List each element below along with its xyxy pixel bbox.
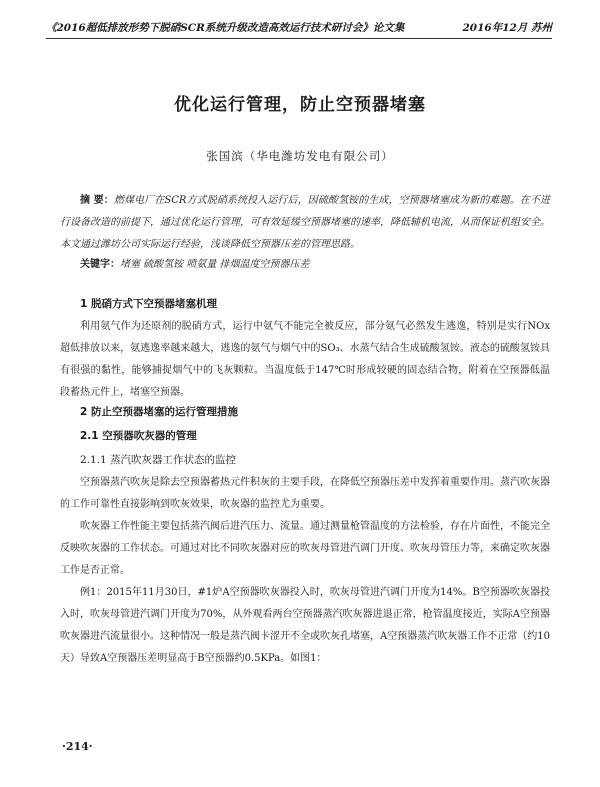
header-date-place: 2016年12月 苏州 bbox=[462, 22, 552, 34]
keywords-text: 堵塞 硫酸氢铵 喷氨量 排烟温度空预器压差 bbox=[120, 259, 310, 270]
section-2-1-1-paragraph-2: 吹灰器工作性能主要包括蒸汽阀后进汽压力、流量。通过测量枪管温度的方法检验，存在片面性，不能完全反映吹灰器的工作状态。可通过对比不同吹灰器对应的吹灰母管进汽调门开度、吹灰母管压力等，来确定吹灰器工作是否正常。 bbox=[60, 521, 550, 576]
section-heading-2-1-1: 2.1.1 蒸汽吹灰器工作状态的监控 bbox=[80, 454, 237, 466]
paper-title: 优化运行管理，防止空预器堵塞 bbox=[174, 95, 426, 115]
keywords bbox=[80, 256, 550, 274]
section-heading-1: 1 脱硝方式下空预器堵塞机理 bbox=[80, 298, 217, 310]
header-rule bbox=[46, 38, 552, 39]
section-heading-2-1: 2.1 空预器吹灰器的管理 bbox=[80, 430, 197, 442]
abstract-text: 燃煤电厂在SCR方式脱硝系统投入运行后，因硫酸氢铵的生成，空预器堵塞成为新的难题。在不进行设备改造的前提下，通过优化运行管理，可有效延缓空预器堵塞的速率，降低辅机电流，从而保证机组安全。本文通过潍坊公司实际运行经验，浅谈降低空预器压差的管理思路。 bbox=[60, 195, 551, 250]
abstract bbox=[60, 190, 550, 256]
section-1-paragraph: 利用氨气作为还原剂的脱硝方式，运行中氨气不能完全被反应，部分氨气必然发生逃逸，特别是实行NOx超低排放以来，氨逃逸率越来越大，逃逸的氨气与烟气中的SO₃、水蒸气结合生成硫酸氢铵。液态的硫酸氢铵具有很强的黏性，能够捕捉烟气中的飞灰颗粒。当温度低于147℃时形成较硬的固态结合物，附着在空预器低温段蓄热元件上，堵塞空预器。 bbox=[60, 321, 550, 398]
header-journal: 《2016超低排放形势下脱硝SCR系统升级改造高效运行技术研讨会》论文集 bbox=[46, 22, 405, 34]
abstract-label: 摘 要： bbox=[80, 195, 114, 206]
keywords-label: 关键字： bbox=[80, 259, 120, 270]
section-2-1-1-paragraph-1: 空预器蒸汽吹灰是除去空预器蓄热元件积灰的主要手段，在降低空预器压差中发挥着重要作用。蒸汽吹灰器的工作可靠性直接影响到吹灰效果，吹灰器的监控尤为重要。 bbox=[60, 477, 550, 510]
section-heading-2: 2 防止空预器堵塞的运行管理措施 bbox=[80, 406, 238, 418]
author-line: 张国滨（华电潍坊发电有限公司） bbox=[206, 149, 394, 163]
section-2-1-1-paragraph-3: 例1：2015年11月30日，#1炉A空预器吹灰器投入时，吹灰母管进汽调门开度为14%。B空预器吹灰器投入时，吹灰母管进汽调门开度为70%，从外观看两台空预器蒸汽吹灰器进退正常，枪管温度接近，实际A空预器吹灰器进汽流量很小。这种情况一般是蒸汽阀卡涩开不全或吹灰孔堵塞，A空预器蒸汽吹灰器工作不正常（约10天）导致A空预器压差明显高于B空预器约0.5KPa。如图1： bbox=[60, 587, 550, 664]
page-number: ·214· bbox=[62, 740, 93, 753]
